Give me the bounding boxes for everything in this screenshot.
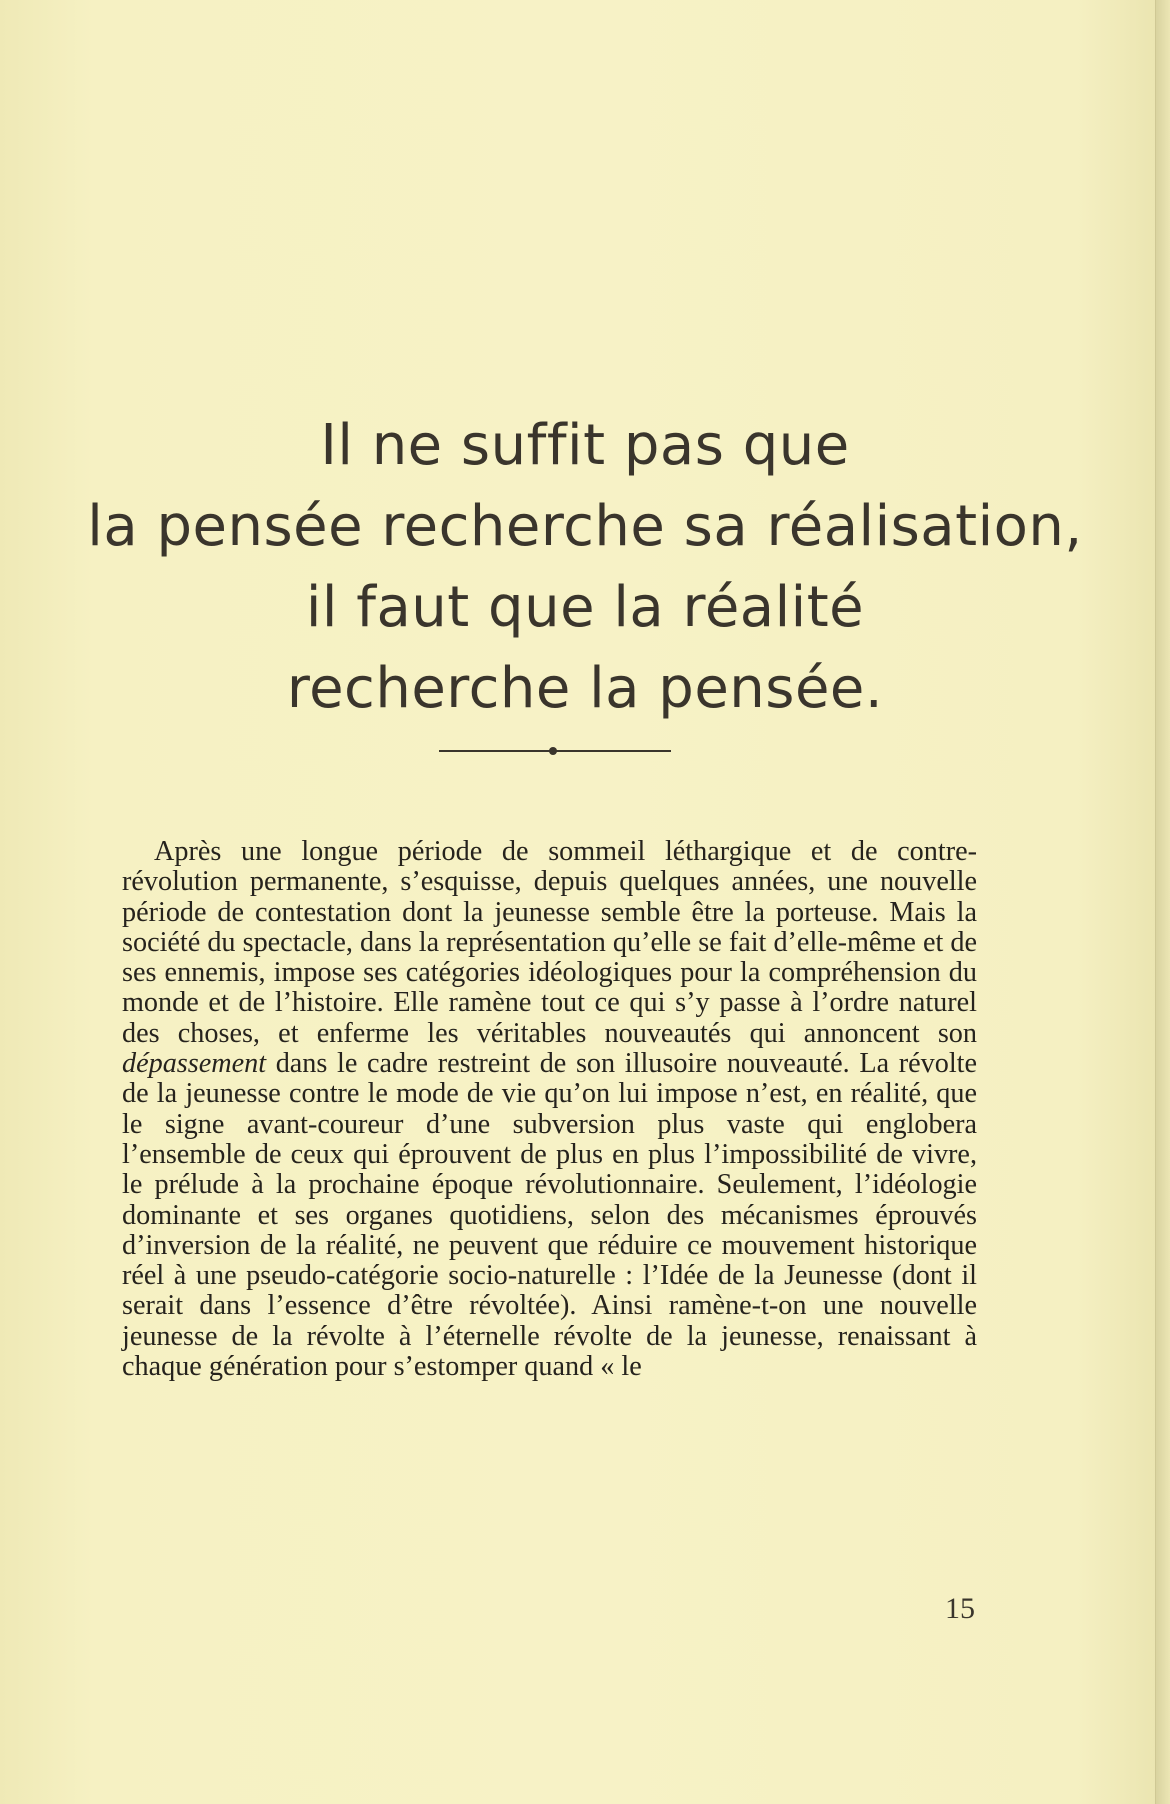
epigraph-line: la pensée recherche sa réalisation, [87,494,1083,559]
emphasized-word: dépassement [122,1048,267,1080]
page-number: 15 [945,1592,975,1625]
epigraph-line: il faut que la réalité [305,575,865,640]
epigraph-line: Il ne suffit pas que [320,413,850,478]
ornamental-rule-dot [549,747,557,755]
epigraph [60,405,1110,729]
paragraph-text: Après une longue période de sommeil léthargique et de contre-révolution permanente, s’esquisse, depuis quelques années, une nouvelle période de contestation dont la jeunesse semble être la porteuse. Mais la société du spectacle, dans la représentation qu’elle se fait d’elle-même et de ses ennemis, impose ses catégories idéologiques pour la compréhension du monde et de l’histoire. Elle ramène tout ce qui s’y passe à l’ordre naturel des choses, et enferme les véritables nouveautés qui annoncent son [122,836,977,1049]
page-edge [1155,0,1170,1804]
paragraph-text: dans le cadre restreint de son illusoire nouveauté. La révolte de la jeunesse contre le mode de vie qu’on lui impose n’est, en réalité, que le signe avant-coureur d’une subversion plus vaste qui englobera l’ensemble de ceux qui éprouvent de plus en plus l’impossibilité de vivre, le prélude à la prochaine époque révolutionnaire. Seulement, l’idéologie dominante et ses organes quotidiens, selon des mécanismes éprouvés d’inversion de la réalité, ne peuvent que réduire ce mouvement historique réel à une pseudo-catégorie socio-naturelle : l’Idée de la Jeunesse (dont il serait dans l’essence d’être révoltée). Ainsi ramène-t-on une nouvelle jeunesse de la révolte à l’éternelle révolte de la jeunesse, renaissant à chaque génération pour s’estomper quand « le [122,1048,977,1383]
paragraph [122,837,977,1382]
epigraph-line: recherche la pensée. [286,656,884,721]
body-paragraph [122,837,977,1382]
